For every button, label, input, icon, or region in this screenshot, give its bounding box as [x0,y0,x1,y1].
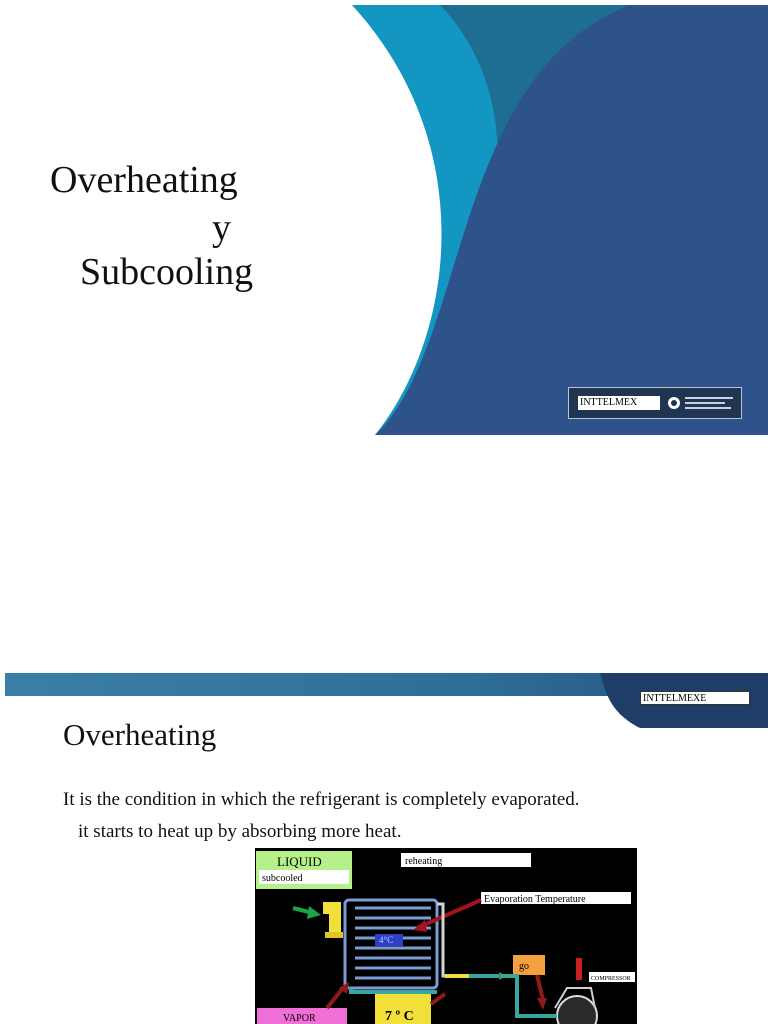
vapor-label: VAPOR [283,1013,316,1024]
title-line-1: Overheating [50,159,238,201]
liquid-label: LIQUID [277,854,322,869]
decorative-arcs [0,5,768,435]
body-line-1: It is the condition in which the refrigerant is completely evaporated. [63,789,580,810]
logo-box [568,387,742,419]
body-line-2: it starts to heat up by absorbing more heat. [78,821,402,842]
institute-emblem-icon [667,392,737,414]
title-line-2: y [212,207,231,249]
compressor-label: COMPRESSOR [591,976,631,982]
header-tag: INTTELMEXE [640,691,750,705]
subcooled-label: subcooled [262,873,303,884]
go-label: go [519,961,529,972]
slide-heading: Overheating [63,717,217,752]
logo-text: INTTELMEX [578,396,660,410]
title-line-3: Subcooling [80,251,254,293]
bottom-temp: 7 º C [385,1009,414,1024]
title-slide [0,5,768,435]
coil-temp: 4°C [379,935,394,945]
reheating-label: reheating [405,856,443,867]
refrigeration-diagram [255,848,637,1024]
evaporation-temp-label: Evaporation Temperature [484,894,586,905]
content-slide [0,673,768,1024]
